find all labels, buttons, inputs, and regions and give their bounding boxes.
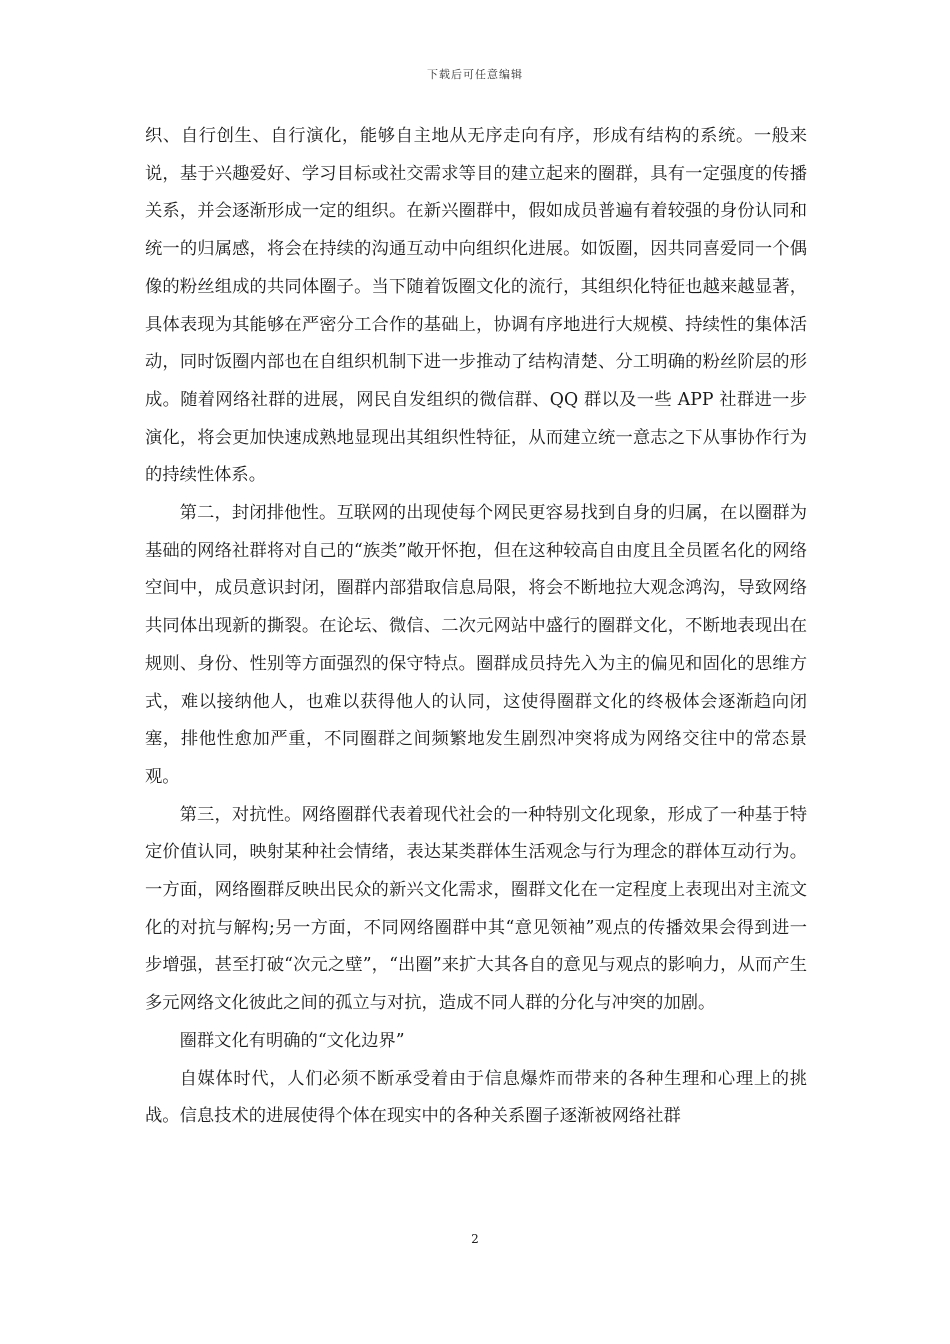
paragraph-closed-exclusivity: 第二，封闭排他性。互联网的出现使每个网民更容易找到自身的归属，在以圈群为基础的网络社群将对自己的“族类”敞开怀抱，但在这种较高自由度且全员匿名化的网络空间中，成员意识封闭，圈群内部猎取信息局限，将会不断地拉大观念鸿沟，导致网络共同体出现新的撕裂。在论坛、微信、二次元网站中盛行的圈群文化，不断地表现出在规则、身份、性别等方面强烈的保守特点。圈群成员持先入为主的偏见和固化的思维方式，难以接纳他人，也难以获得他人的认同，这使得圈群文化的终极体会逐渐趋向闭塞，排他性愈加严重，不同圈群之间频繁地发生剧烈冲突将成为网络交往中的常态景观。 bbox=[145, 503, 807, 787]
page-header: 下载后可任意编辑 bbox=[427, 68, 523, 81]
page-number: 2 bbox=[471, 1232, 479, 1246]
section-heading: 圈群文化有明确的“文化边界” bbox=[179, 1030, 405, 1051]
paragraph-self-media-era: 自媒体时代，人们必须不断承受着由于信息爆炸而带来的各种生理和心理上的挑战。信息技术的进展使得个体在现实中的各种关系圈子逐渐被网络社群 bbox=[145, 1068, 807, 1127]
document-body bbox=[145, 118, 807, 1136]
paragraph-antagonism: 第三，对抗性。网络圈群代表着现代社会的一种特别文化现象，形成了一种基于特定价值认同，映射某种社会情绪，表达某类群体生活观念与行为理念的群体互动行为。一方面，网络圈群反映出民众的新兴文化需求，圈群文化在一定程度上表现出对主流文化的对抗与解构;另一方面，不同网络圈群中其“意见领袖”观点的传播效果会得到进一步增强，甚至打破“次元之壁”，“出圈”来扩大其各自的意见与观点的影响力，从而产生多元网络文化彼此之间的孤立与对抗，造成不同人群的分化与冲突的加剧。 bbox=[145, 804, 807, 1014]
paragraph-continuation: 织、自行创生、自行演化，能够自主地从无序走向有序，形成有结构的系统。一般来说，基于兴趣爱好、学习目标或社交需求等目的建立起来的圈群，具有一定强度的传播关系，并会逐渐形成一定的组织。在新兴圈群中，假如成员普遍有着较强的身份认同和统一的归属感，将会在持续的沟通互动中向组织化进展。如饭圈，因共同喜爱同一个偶像的粉丝组成的共同体圈子。当下随着饭圈文化的流行，其组织化特征也越来越显著，具体表现为其能够在严密分工合作的基础上，协调有序地进行大规模、持续性的集体活动，同时饭圈内部也在自组织机制下进一步推动了结构清楚、分工明确的粉丝阶层的形成。随着网络社群的进展，网民自发组织的微信群、QQ 群以及一些 APP 社群进一步演化，将会更加快速成熟地显现出其组织性特征，从而建立统一意志之下从事协作行为的持续性体系。 bbox=[145, 126, 807, 486]
